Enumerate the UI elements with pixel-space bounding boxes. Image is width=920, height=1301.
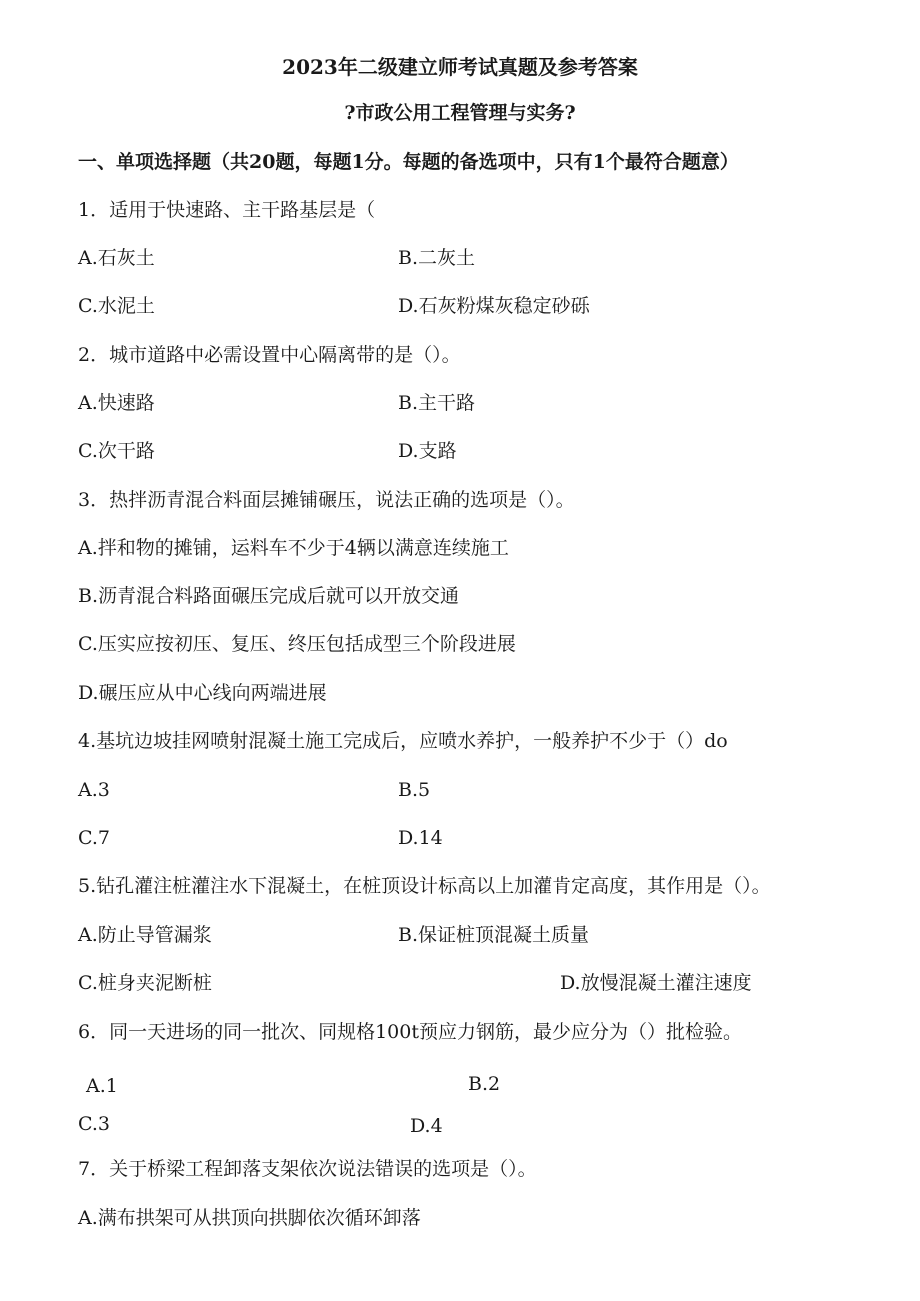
q2-option-b: B.主干路: [398, 392, 476, 414]
question-7-stem: 7．关于桥梁工程卸落支架依次说法错误的选项是（）。: [78, 1158, 537, 1180]
question-5-stem: 5.钻孔灌注桩灌注水下混凝土，在桩顶设计标高以上加灌肯定高度，其作用是（）。: [78, 875, 771, 897]
q4-option-d: D.14: [398, 827, 443, 849]
q3-option-d: D.碾压应从中心线向两端进展: [78, 682, 327, 704]
question-4-stem: 4.基坑边坡挂网喷射混凝土施工完成后，应喷水养护，一般养护不少于（）do: [78, 730, 728, 752]
q1-option-a: A.石灰土: [78, 247, 155, 269]
q1-option-c: C.水泥土: [78, 295, 155, 317]
q4-option-b: B.5: [398, 779, 431, 801]
q6-option-b: B.2: [468, 1073, 501, 1095]
q5-option-d: D.放慢混凝土灌注速度: [560, 972, 752, 994]
page-subtitle: ?市政公用工程管理与实务?: [344, 102, 576, 124]
q2-option-d: D.支路: [398, 440, 457, 462]
section-heading: 一、单项选择题（共20题，每题1分。每题的备选项中，只有1个最符合题意）: [78, 151, 739, 173]
q4-option-c: C.7: [78, 827, 110, 849]
q2-option-a: A.快速路: [78, 392, 155, 414]
q3-option-c: C.压实应按初压、复压、终压包括成型三个阶段进展: [78, 633, 516, 655]
q3-option-a: A.拌和物的摊铺，运料车不少于4辆以满意连续施工: [78, 537, 509, 559]
question-2-stem: 2．城市道路中必需设置中心隔离带的是（）。: [78, 344, 461, 366]
q5-option-b: B.保证桩顶混凝土质量: [398, 924, 590, 946]
q2-option-c: C.次干路: [78, 440, 155, 462]
q1-option-b: B.二灰土: [398, 247, 476, 269]
page-title: 2023年二级建立师考试真题及参考答案: [282, 55, 638, 79]
q5-option-c: C.桩身夹泥断桩: [78, 972, 212, 994]
question-3-stem: 3．热拌沥青混合料面层摊铺碾压，说法正确的选项是（）。: [78, 489, 575, 511]
q3-option-b: B.沥青混合料路面碾压完成后就可以开放交通: [78, 585, 460, 607]
q6-option-c: C.3: [78, 1113, 110, 1135]
q6-option-a: A.1: [86, 1075, 118, 1097]
q6-option-d: D.4: [410, 1115, 443, 1137]
question-1-stem: 1．适用于快速路、主干路基层是（: [78, 199, 376, 221]
q1-option-d: D.石灰粉煤灰稳定砂砾: [398, 295, 590, 317]
question-6-stem: 6．同一天进场的同一批次、同规格100t预应力钢筋，最少应分为（）批检验。: [78, 1021, 742, 1043]
q7-option-a: A.满布拱架可从拱顶向拱脚依次循环卸落: [78, 1207, 421, 1229]
q4-option-a: A.3: [78, 779, 110, 801]
q5-option-a: A.防止导管漏浆: [78, 924, 212, 946]
